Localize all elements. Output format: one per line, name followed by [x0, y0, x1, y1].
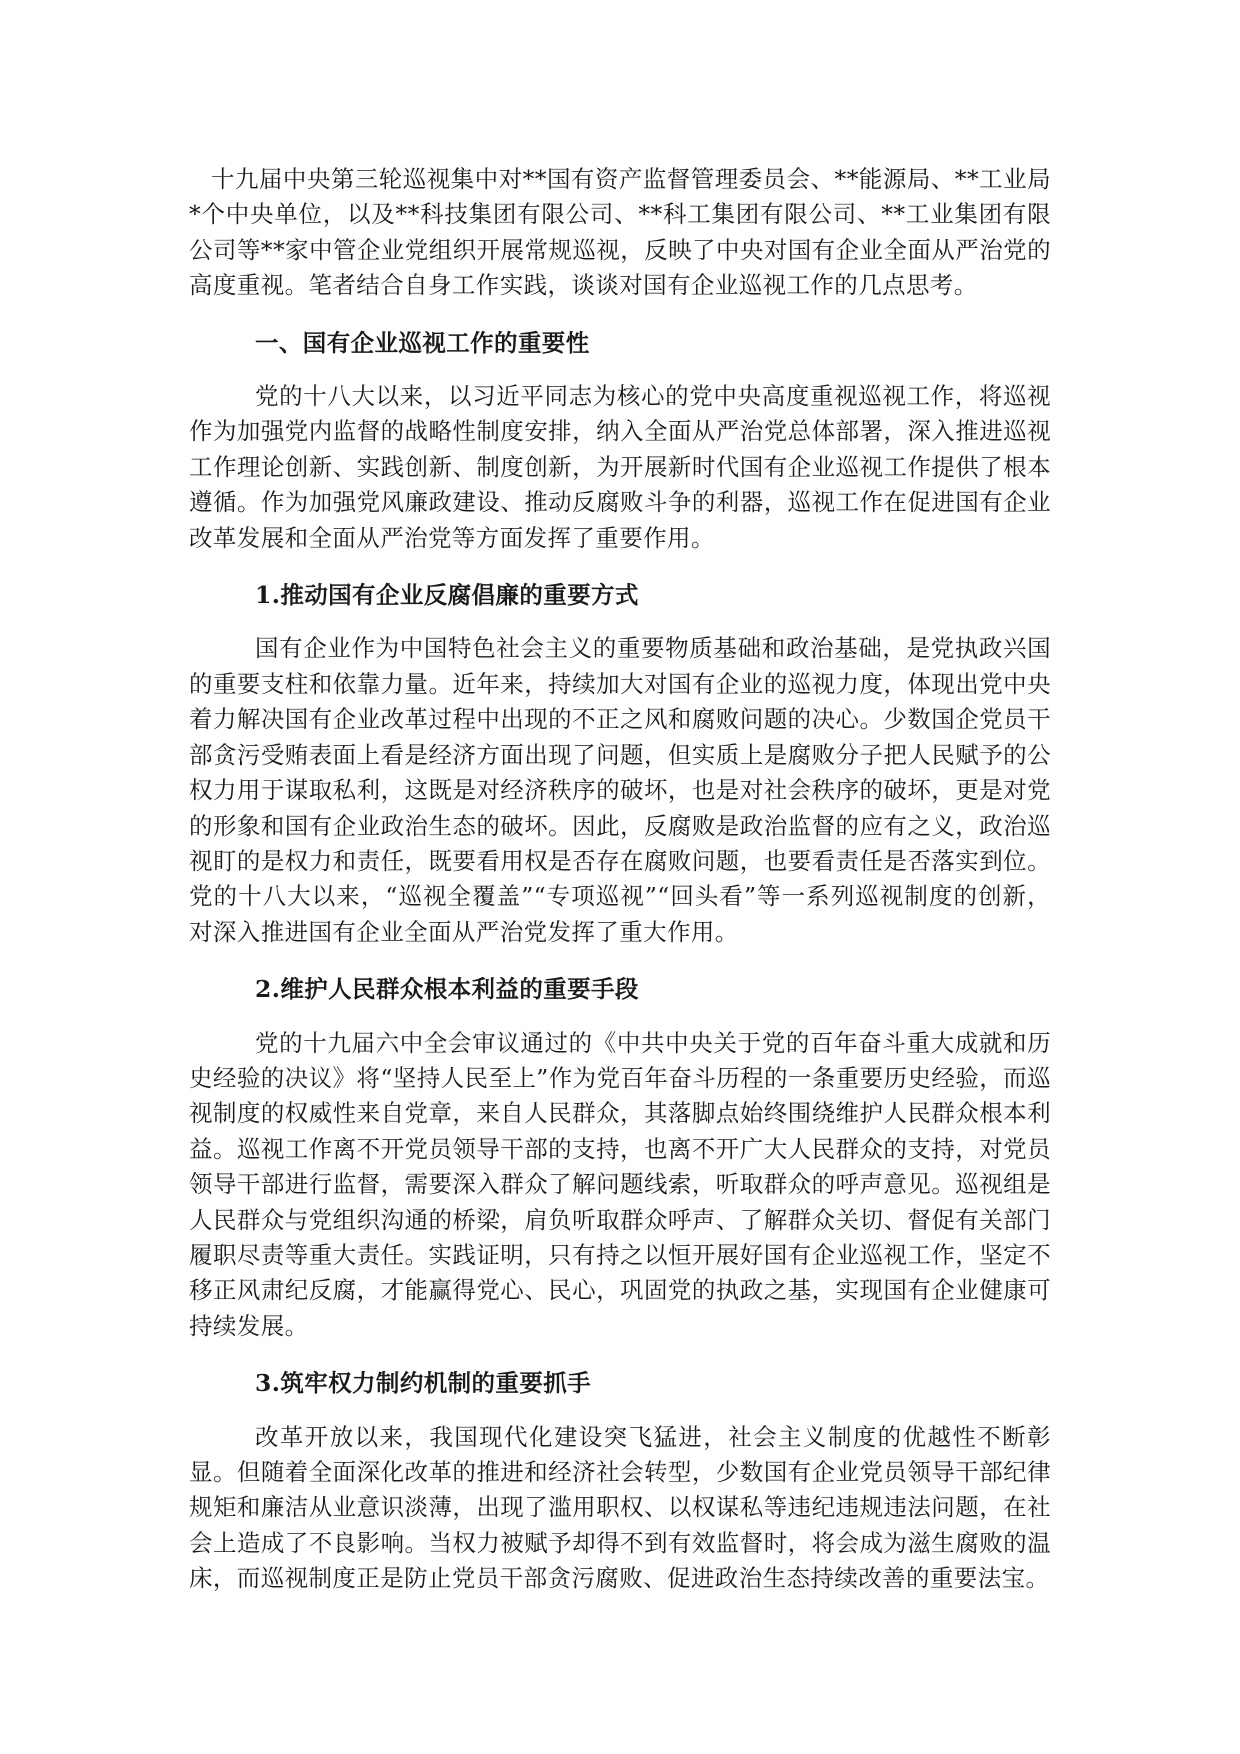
- paragraph-people-interests: 党的十九届六中全会审议通过的《中共中央关于党的百年奋斗重大成就和历史经验的决议》将“坚持人民至上”作为党百年奋斗历程的一条重要历史经验，而巡视制度的权威性来自党章，来自人民群众，其落脚点始终围绕维护人民群众根本利益。巡视工作离不开党员领导干部的支持，也离不开广大人民群众的支持，对党员领导干部进行监督，需要深入群众了解问题线索，听取群众的呼声意见。巡视组是人民群众与党组织沟通的桥梁，肩负听取群众呼声、了解群众关切、督促有关部门履职尽责等重大责任。实践证明，只有持之以恒开展好国有企业巡视工作，坚定不移正风肃纪反腐，才能赢得党心、民心，巩固党的执政之基，实现国有企业健康可持续发展。: [189, 1028, 1051, 1340]
- subheading-anti-corruption: 1.推动国有企业反腐倡廉的重要方式: [255, 581, 639, 610]
- section-paragraph-importance: 党的十八大以来，以习近平同志为核心的党中央高度重视巡视工作，将巡视作为加强党内监督的战略性制度安排，纳入全面从严治党总体部署，深入推进巡视工作理论创新、实践创新、制度创新，为开展新时代国有企业巡视工作提供了根本遵循。作为加强党风廉政建设、推动反腐败斗争的利器，巡视工作在促进国有企业改革发展和全面从严治党等方面发挥了重要作用。: [189, 382, 1051, 552]
- intro-paragraph: 十九届中央第三轮巡视集中对**国有资产监督管理委员会、**能源局、**工业局*个中央单位，以及**科技集团有限公司、**科工集团有限公司、**工业集团有限公司等**家中管企业党组织开展常规巡视，反映了中央对国有企业全面从严治党的高度重视。笔者结合自身工作实践，谈谈对国有企业巡视工作的几点思考。: [189, 165, 1051, 300]
- paragraph-anti-corruption: 国有企业作为中国特色社会主义的重要物质基础和政治基础，是党执政兴国的重要支柱和依靠力量。近年来，持续加大对国有企业的巡视力度，体现出党中央着力解决国有企业改革过程中出现的不正之风和腐败问题的决心。少数国企党员干部贪污受贿表面上看是经济方面出现了问题，但实质上是腐败分子把人民赋予的公权力用于谋取私利，这既是对经济秩序的破坏，也是对社会秩序的破坏，更是对党的形象和国有企业政治生态的破坏。因此，反腐败是政治监督的应有之义，政治巡视盯的是权力和责任，既要看用权是否存在腐败问题，也要看责任是否落实到位。党的十八大以来，“巡视全覆盖”“专项巡视”“回头看”等一系列巡视制度的创新，对深入推进国有企业全面从严治党发挥了重大作用。: [189, 634, 1051, 946]
- subheading-power-restraint: 3.筑牢权力制约机制的重要抓手: [255, 1369, 592, 1398]
- section-heading-importance: 一、国有企业巡视工作的重要性: [255, 328, 590, 357]
- paragraph-power-restraint: 改革开放以来，我国现代化建设突飞猛进，社会主义制度的优越性不断彰显。但随着全面深化改革的推进和经济社会转型，少数国有企业党员领导干部纪律规矩和廉洁从业意识淡薄，出现了滥用职权、以权谋私等违纪违规违法问题，在社会上造成了不良影响。当权力被赋予却得不到有效监督时，将会成为滋生腐败的温床，而巡视制度正是防止党员干部贪污腐败、促进政治生态持续改善的重要法宝。: [189, 1422, 1051, 1593]
- document-page: [189, 162, 1051, 1597]
- subheading-people-interests: 2.维护人民群众根本利益的重要手段: [255, 975, 639, 1004]
